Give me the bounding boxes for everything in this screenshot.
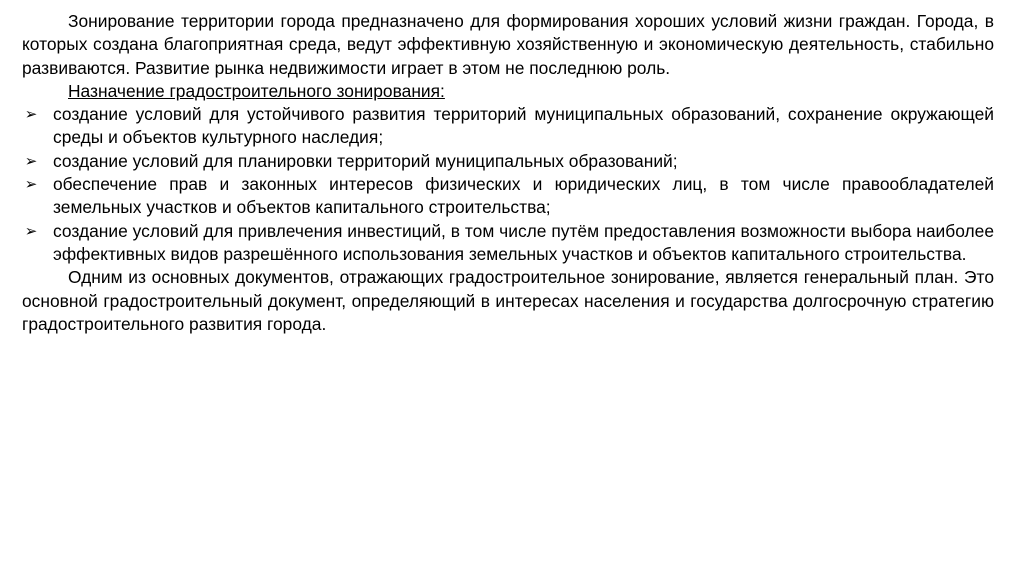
arrowhead-bullet-icon: ➢ bbox=[24, 105, 38, 124]
purpose-list bbox=[22, 103, 994, 266]
intro-paragraph: Зонирование территории города предназначено для формирования хороших условий жизни граждан. Города, в которых создана благоприятная среда, ведут эффективную хозяйственную и экономическую деятельность, стабильно развиваются. Развитие рынка недвижимости играет в этом не последнюю роль. bbox=[22, 11, 994, 78]
arrowhead-bullet-icon: ➢ bbox=[24, 221, 38, 240]
slide-text-body bbox=[22, 10, 994, 336]
list-item-text: создание условий для планировки территорий муниципальных образований; bbox=[53, 150, 678, 171]
list-item bbox=[22, 220, 994, 267]
list-item-text: обеспечение прав и законных интересов физических и юридических лиц, в том числе правообладателей земельных участков и объектов капитального строительства; bbox=[53, 174, 994, 218]
arrowhead-bullet-icon: ➢ bbox=[24, 151, 38, 170]
conclusion-paragraph: Одним из основных документов, отражающих градостроительное зонирование, является генеральный план. Это основной градостроительный документ, определяющий в интересах населения и государства долгосрочную стратегию градостроительного развития города. bbox=[22, 267, 994, 334]
list-item-text: создание условий для устойчивого развития территорий муниципальных образований, сохранение окружающей среды и объектов культурного наследия; bbox=[53, 104, 994, 148]
list-item-text: создание условий для привлечения инвестиций, в том числе путём предоставления возможности выбора наиболее эффективных видов разрешённого использования земельных участков и объектов капитального строительства. bbox=[53, 220, 994, 264]
arrowhead-bullet-icon: ➢ bbox=[24, 175, 38, 194]
list-item bbox=[22, 150, 994, 173]
list-item bbox=[22, 103, 994, 150]
section-heading bbox=[22, 80, 994, 103]
list-item bbox=[22, 173, 994, 220]
section-heading-text: Назначение градостроительного зонирования: bbox=[68, 80, 445, 101]
